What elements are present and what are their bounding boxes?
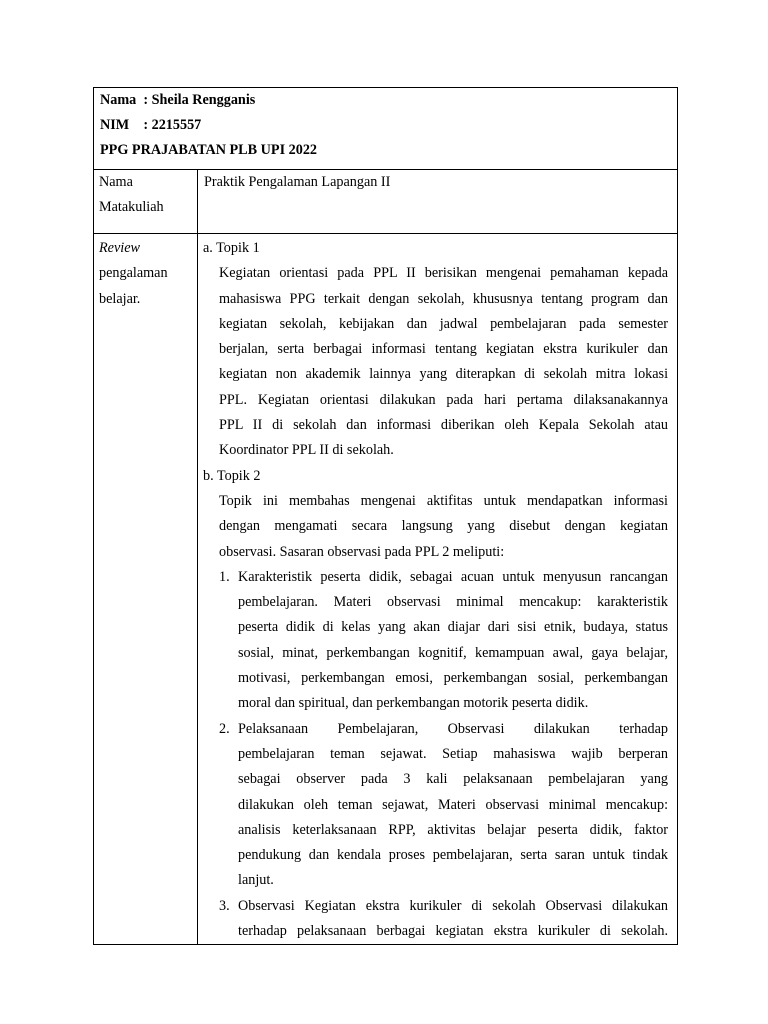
- item-1-line: motivasi, perkembangan emosi, perkembangan sosial, perkembangan: [238, 670, 669, 687]
- item-2-line: sebagai observer pada 3 kali pelaksanaan pembelajaran yang: [238, 771, 669, 788]
- course-label-line2: Matakuliah: [99, 199, 164, 216]
- course-name: Praktik Pengalaman Lapangan II: [204, 174, 391, 190]
- item-1-line: pembelajaran. Materi observasi minimal mencakup: karakteristik: [238, 594, 669, 611]
- item-2-line: Pelaksanaan Pembelajaran, Observasi dilakukan terhadap: [238, 720, 669, 737]
- course-label-line1: Nama: [99, 174, 133, 190]
- course-value-cell: [198, 170, 678, 234]
- item-1-line: Karakteristik peserta didik, sebagai acuan untuk menyusun rancangan: [238, 568, 669, 585]
- student-info-cell: [94, 88, 678, 170]
- observation-item-3: [203, 894, 668, 945]
- course-row: [94, 170, 678, 234]
- observation-item-2: [203, 717, 668, 894]
- topic-b-line: Topik ini membahas mengenai aktifitas untuk mendapatkan informasi: [219, 492, 669, 509]
- item-2-number: 2.: [219, 720, 230, 737]
- topic-a-line: Kegiatan orientasi pada PPL II berisikan mengenai pemahaman kepada: [219, 265, 669, 282]
- item-3-line: terhadap pelaksanaan berbagai kegiatan ekstra kurikuler di sekolah.: [238, 923, 669, 940]
- item-2-line: lanjut.: [238, 872, 274, 889]
- topic-a-line: Koordinator PPL II di sekolah.: [219, 442, 394, 459]
- item-3-line: Observasi Kegiatan ekstra kurikuler di sekolah Observasi dilakukan: [238, 897, 669, 914]
- course-label-cell: [94, 170, 198, 234]
- topic-a-line: kegiatan non akademik lainnya yang diterapkan di sekolah mitra lokasi: [219, 366, 669, 383]
- review-label-cell: [94, 234, 198, 945]
- item-2-line: pembelajaran teman sejawat. Setiap mahasiswa wajib berperan: [238, 745, 669, 762]
- item-2-line: pendukung dan kendala proses pembelajaran, serta saran untuk tindak: [238, 847, 669, 864]
- review-label-line2: pengalaman: [99, 265, 168, 282]
- observation-item-1: [203, 565, 668, 717]
- header-row: [94, 88, 678, 170]
- student-name: Nama : Sheila Rengganis: [100, 92, 256, 108]
- topic-b-line: observasi. Sasaran observasi pada PPL 2 meliputi:: [219, 543, 505, 560]
- topic-a-line: kegiatan sekolah, kebijakan dan jadwal pembelajaran pada semester: [219, 315, 669, 332]
- review-table: [93, 87, 678, 945]
- item-1-number: 1.: [219, 568, 230, 585]
- item-1-line: sosial, minat, perkembangan kognitif, kemampuan awal, gaya belajar,: [238, 644, 669, 661]
- student-nim: NIM : 2215557: [100, 117, 202, 133]
- item-1-line: moral dan spiritual, dan perkembangan motorik peserta didik.: [238, 695, 589, 712]
- topic-a-line: PPL. Kegiatan orientasi dilakukan pada hari pertama dilaksanakannya: [219, 391, 669, 408]
- item-3-first-line: [203, 894, 668, 919]
- topic-a-line: berjalan, serta berbagai informasi tentang kegiatan ekstra kurikuler dan: [219, 341, 669, 358]
- item-1-first-line: [203, 565, 668, 590]
- review-content-cell: [198, 234, 678, 945]
- item-3-number: 3.: [219, 897, 230, 914]
- item-2-line: analisis keterlaksanaan RPP, aktivitas belajar peserta didik, faktor: [238, 821, 669, 838]
- topic-a-heading: a. Topik 1: [203, 240, 260, 256]
- review-label-line1: Review: [99, 240, 140, 256]
- review-row: [94, 234, 678, 945]
- topic-b-heading: b. Topik 2: [203, 467, 261, 484]
- topic-a-line: PPL II di sekolah dan informasi diberikan oleh Kepala Sekolah atau: [219, 417, 669, 434]
- item-2-line: dilakukan oleh teman sejawat, Materi observasi minimal mencakup:: [238, 796, 669, 813]
- item-2-first-line: [203, 717, 668, 742]
- topic-a-line: mahasiswa PPG terkait dengan sekolah, khususnya tentang program dan: [219, 290, 669, 307]
- item-1-line: peserta didik di kelas yang akan diajar dari sisi etnik, budaya, status: [238, 619, 669, 636]
- topic-b-line: dengan mengamati secara langsung yang disebut dengan kegiatan: [219, 518, 669, 535]
- topic-a-paragraph: [203, 261, 668, 463]
- topic-b-paragraph: [203, 489, 668, 565]
- program-title: PPG PRAJABATAN PLB UPI 2022: [100, 142, 318, 158]
- review-label-line3: belajar.: [99, 290, 141, 307]
